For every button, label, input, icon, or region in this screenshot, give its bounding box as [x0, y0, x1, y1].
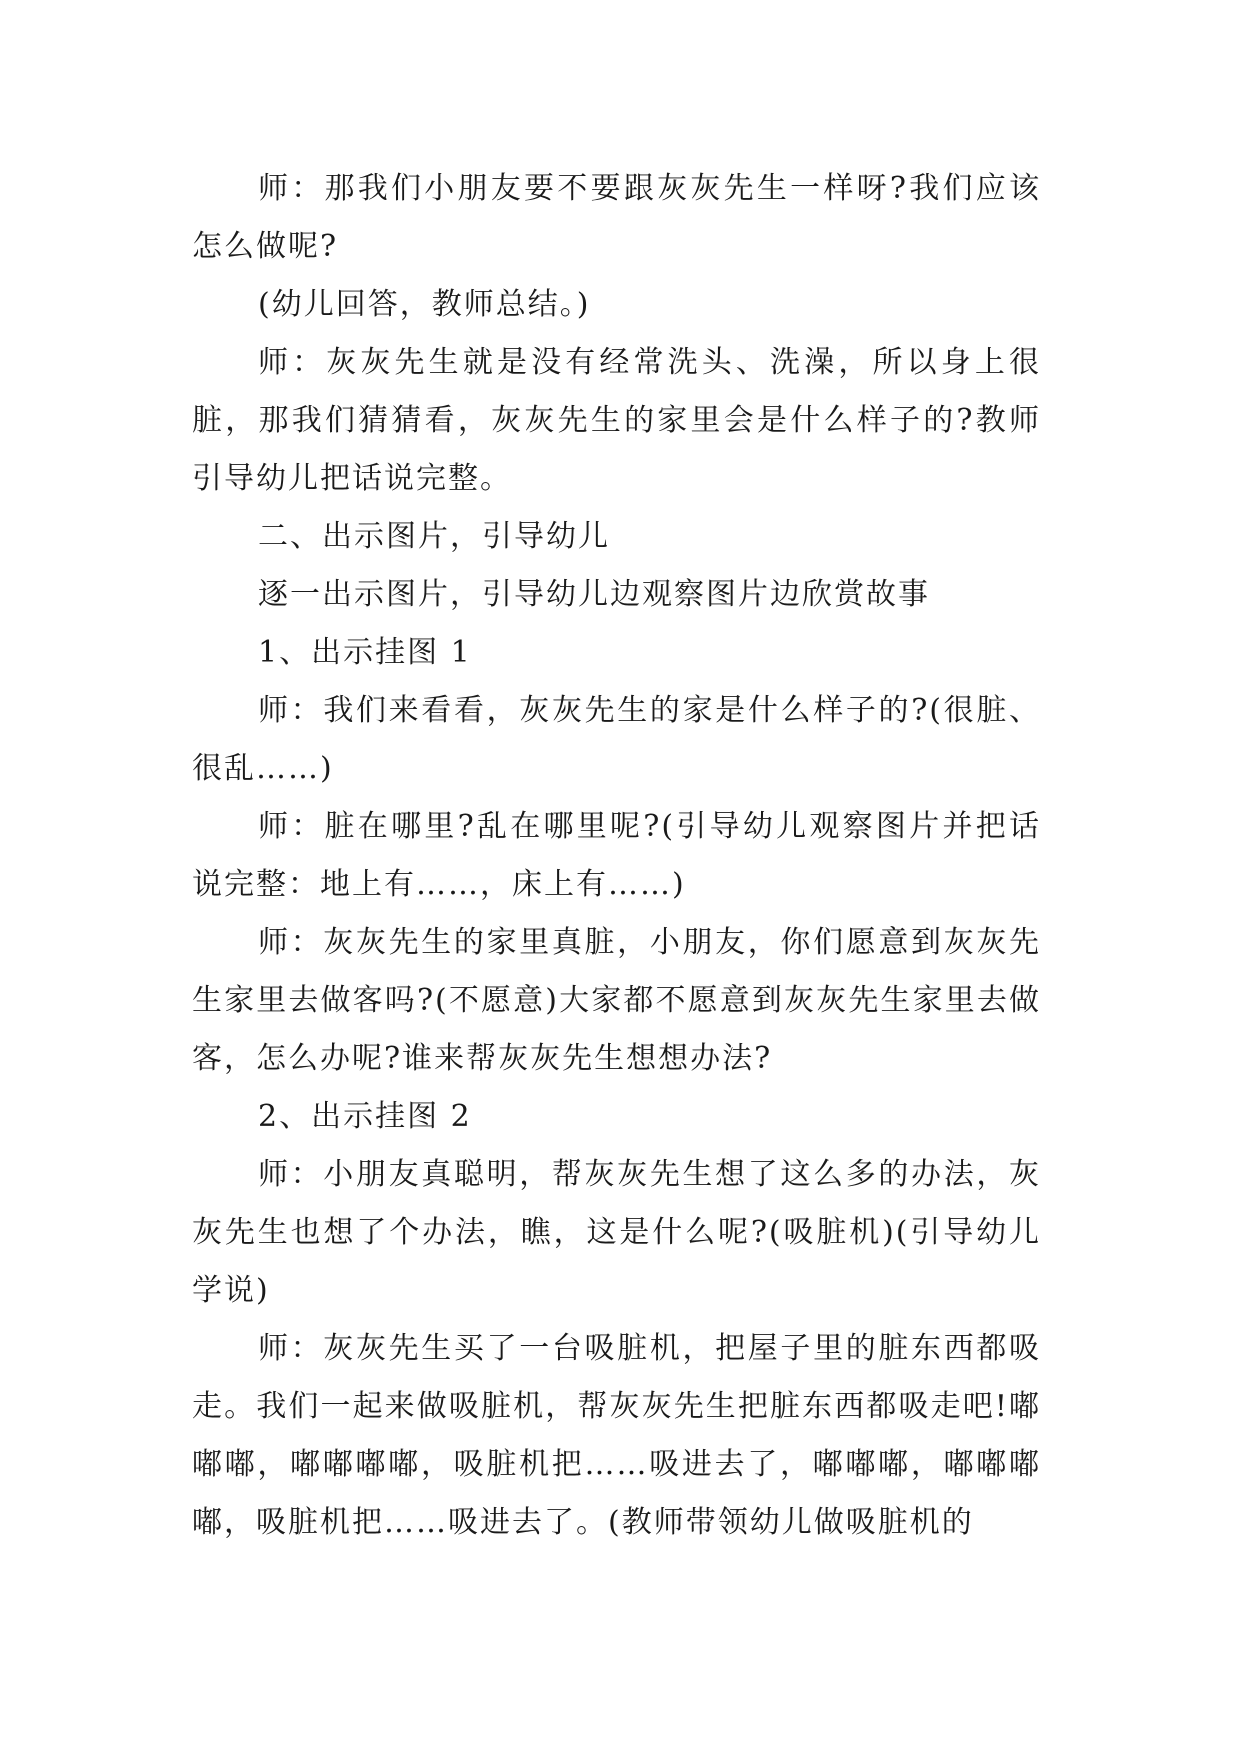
- paragraph: 师：我们来看看，灰灰先生的家是什么样子的?(很脏、很乱……): [192, 693, 1041, 786]
- paragraph: 师：灰灰先生的家里真脏，小朋友，你们愿意到灰灰先生家里去做客吗?(不愿意)大家都不愿意到灰灰先生家里去做客，怎么办呢?谁来帮灰灰先生想想办法?: [192, 925, 1041, 1076]
- subsection-heading: 2、出示挂图 2: [258, 1099, 472, 1134]
- paragraph: 师：那我们小朋友要不要跟灰灰先生一样呀?我们应该怎么做呢?: [192, 171, 1041, 264]
- paragraph: 逐一出示图片，引导幼儿边观察图片边欣赏故事: [258, 577, 930, 612]
- section-heading: 二、出示图片，引导幼儿: [258, 519, 610, 554]
- paragraph: (幼儿回答，教师总结。): [258, 287, 591, 322]
- subsection-heading: 1、出示挂图 1: [258, 635, 472, 670]
- paragraph: 师：小朋友真聪明，帮灰灰先生想了这么多的办法，灰灰先生也想了个办法，瞧，这是什么呢?(吸脏机)(引导幼儿学说): [192, 1157, 1041, 1308]
- paragraph: 师：灰灰先生买了一台吸脏机，把屋子里的脏东西都吸走。我们一起来做吸脏机，帮灰灰先生把脏东西都吸走吧!嘟嘟嘟，嘟嘟嘟嘟，吸脏机把……吸进去了，嘟嘟嘟，嘟嘟嘟嘟，吸脏机把……吸进去了。(教师带领幼儿做吸脏机的: [192, 1331, 1041, 1540]
- paragraph: 师：灰灰先生就是没有经常洗头、洗澡，所以身上很脏，那我们猜猜看，灰灰先生的家里会是什么样子的?教师引导幼儿把话说完整。: [192, 345, 1041, 496]
- paragraph: 师：脏在哪里?乱在哪里呢?(引导幼儿观察图片并把话说完整：地上有……，床上有……): [192, 809, 1041, 902]
